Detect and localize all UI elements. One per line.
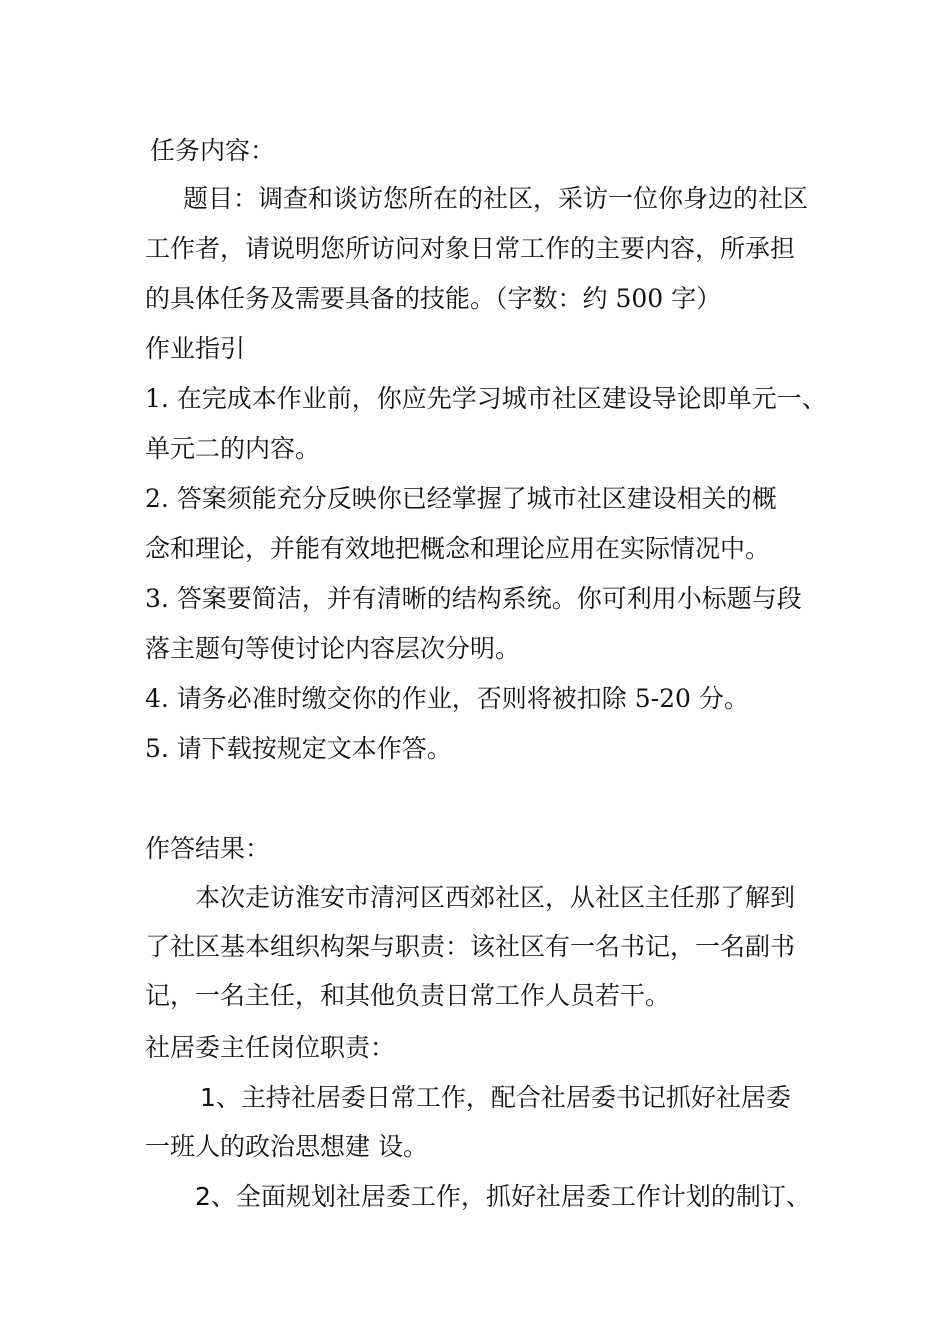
task-heading: 任务内容：: [150, 136, 276, 165]
guide-heading: 作业指引: [145, 334, 246, 363]
answer-line-6: 一班人的政治思想建 设。: [145, 1132, 428, 1161]
answer-line-3: 记，一名主任，和其他负责日常工作人员若干。: [145, 981, 671, 1010]
guide-line-7: 4. 请务必准时缴交你的作业，否则将被扣除 5-20 分。: [145, 684, 749, 713]
answer-line-1: 本次走访淮安市清河区西郊社区，从社区主任那了解到: [195, 883, 796, 912]
answer-line-5: 1、主持社居委日常工作，配合社居委书记抓好社居委: [200, 1083, 791, 1112]
question-line-2: 工作者，请说明您所访问对象日常工作的主要内容，所承担: [145, 234, 796, 263]
answer-line-2: 了社区基本组织构架与职责：该社区有一名书记，一名副书: [145, 932, 796, 961]
guide-line-5: 3. 答案要简洁，并有清晰的结构系统。你可利用小标题与段: [145, 584, 802, 613]
question-line-1: 题目：调查和谈访您所在的社区，采访一位你身边的社区: [183, 184, 809, 213]
answer-line-7: 2、全面规划社居委工作，抓好社居委工作计划的制订、: [195, 1182, 811, 1211]
question-line-3: 的具体任务及需要具备的技能。（字数：约 500 字）: [145, 284, 722, 313]
guide-line-2: 单元二的内容。: [145, 434, 321, 463]
answer-heading: 作答结果：: [145, 834, 271, 863]
guide-line-4: 念和理论，并能有效地把概念和理论应用在实际情况中。: [145, 534, 771, 563]
guide-line-8: 5. 请下载按规定文本作答。: [145, 734, 452, 763]
answer-line-4: 社居委主任岗位职责：: [145, 1033, 396, 1062]
guide-line-6: 落主题句等使讨论内容层次分明。: [145, 634, 521, 663]
guide-line-3: 2. 答案须能充分反映你已经掌握了城市社区建设相关的概: [145, 484, 777, 513]
guide-line-1: 1. 在完成本作业前，你应先学习城市社区建设导论即单元一、: [145, 384, 827, 413]
